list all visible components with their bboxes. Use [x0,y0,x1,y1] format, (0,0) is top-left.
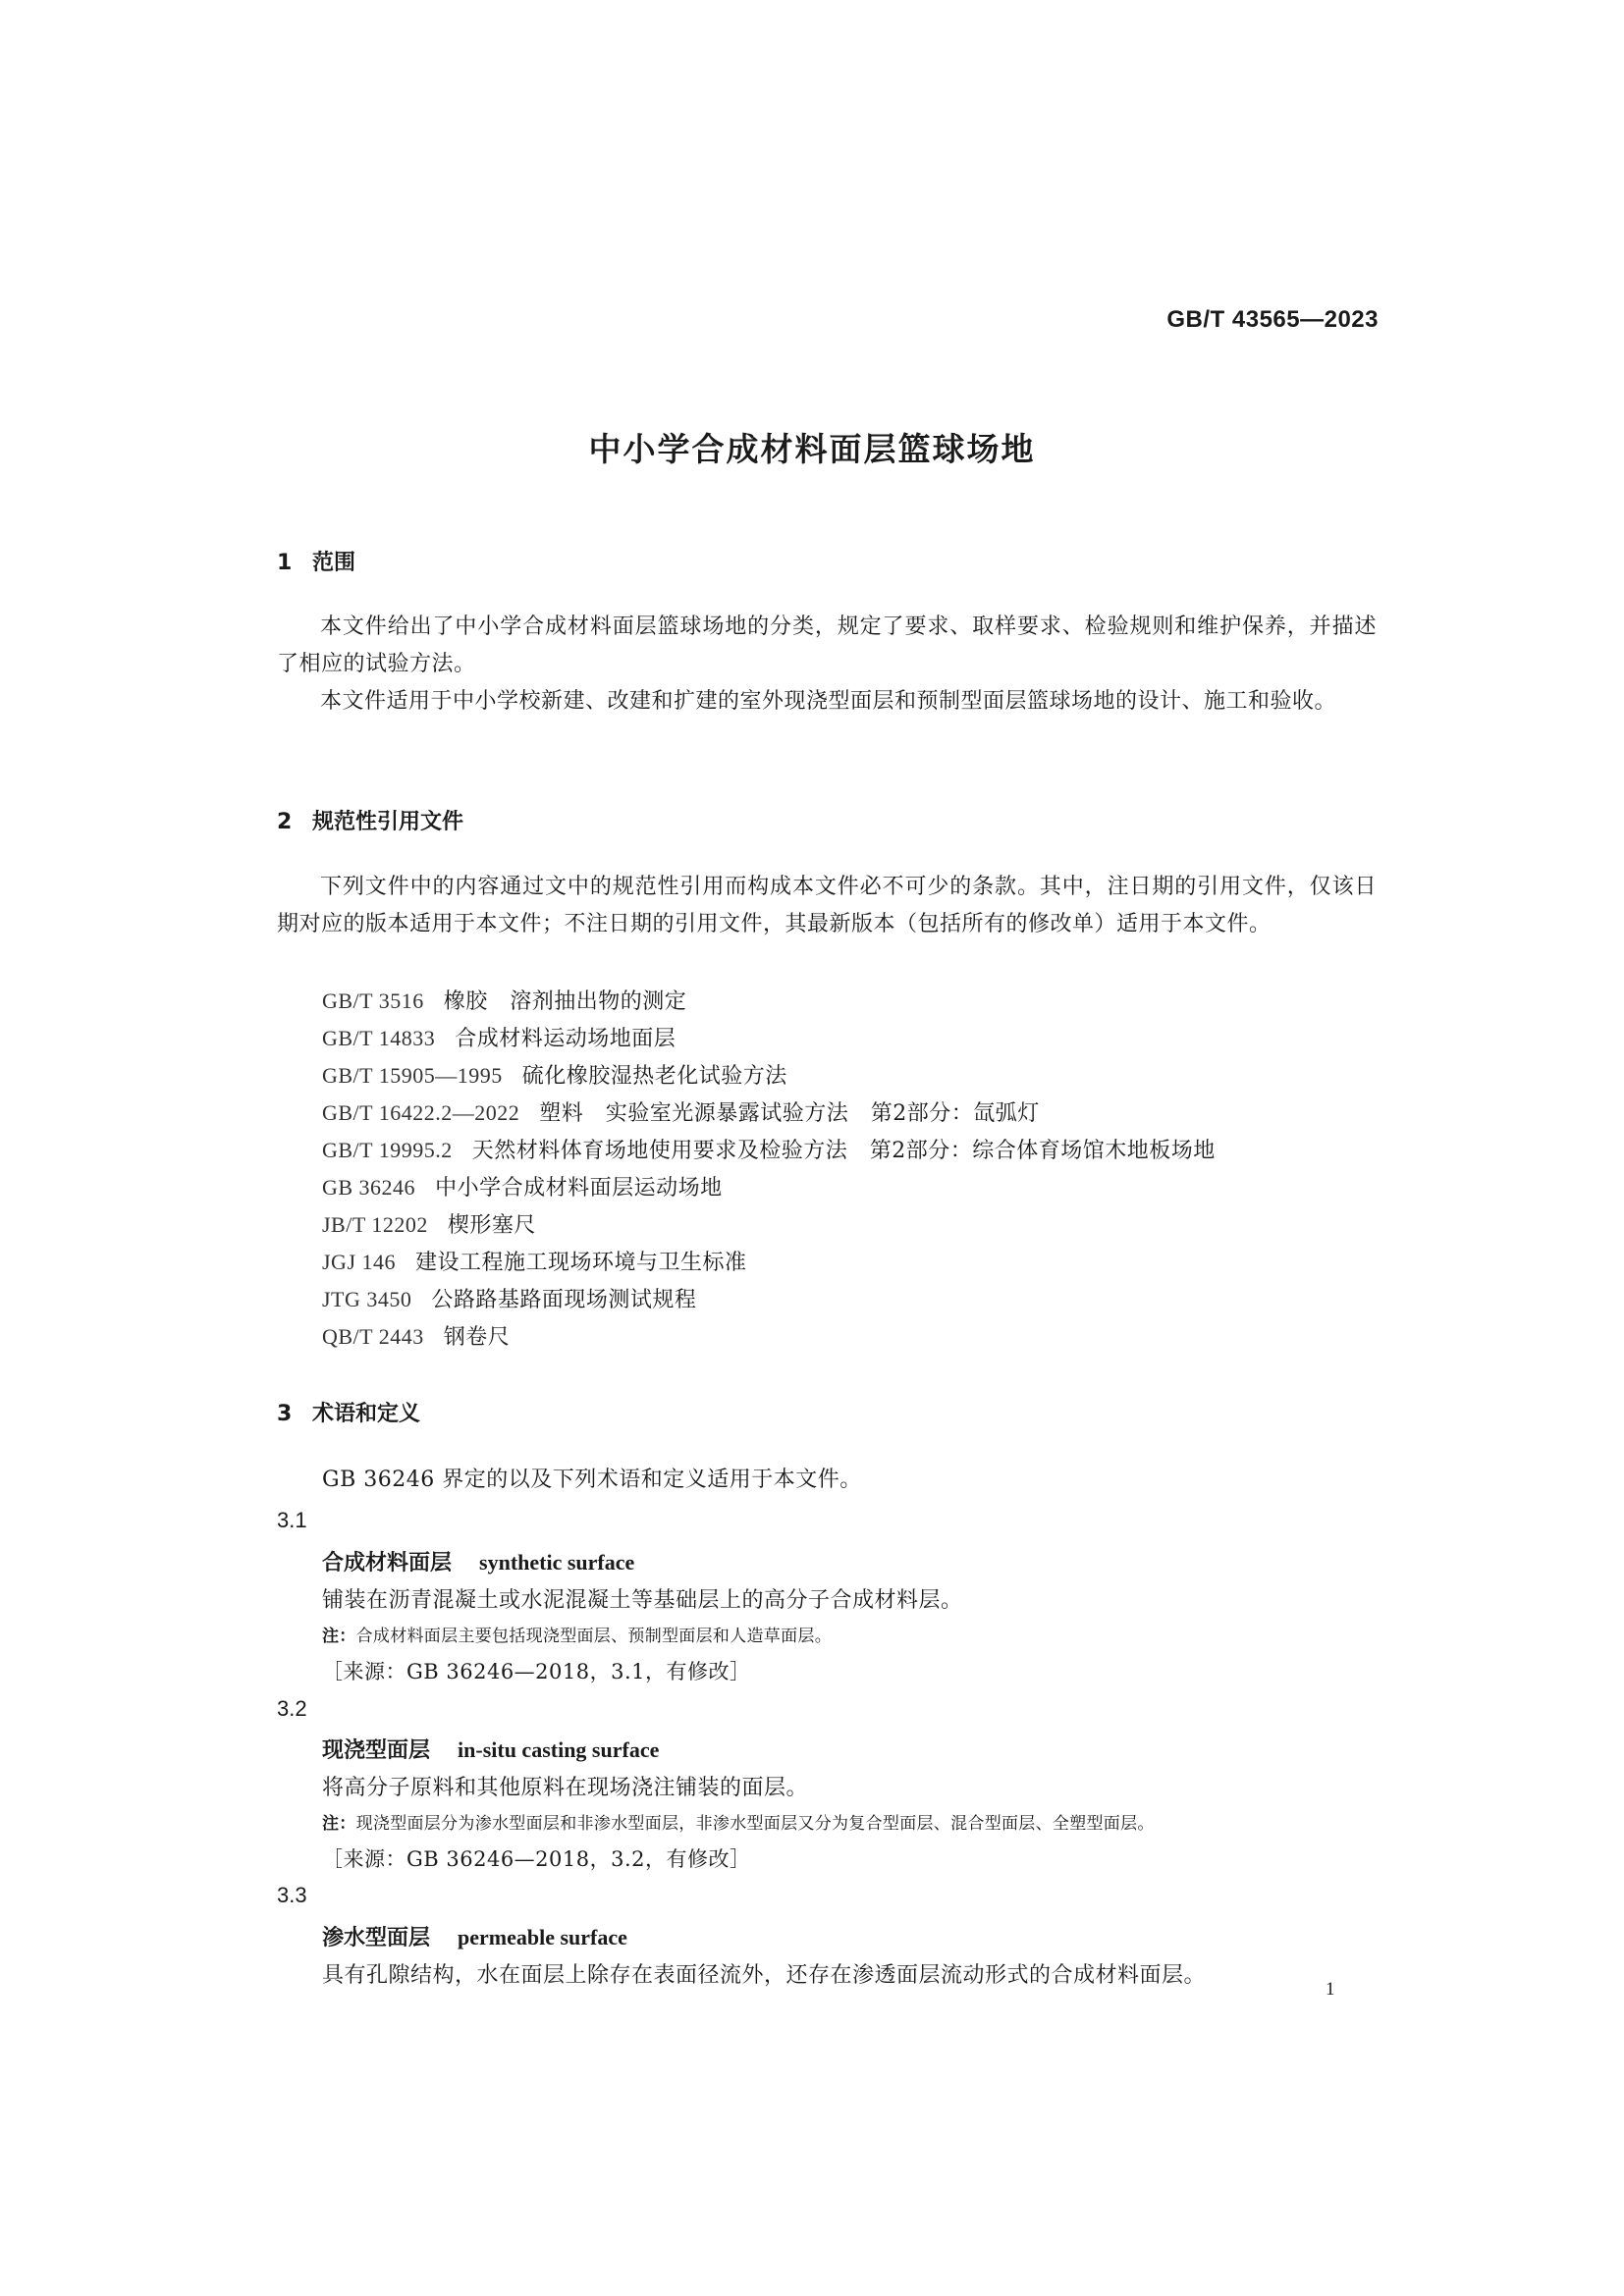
term-definition: 铺装在沥青混凝土或水泥混凝土等基础层上的高分子合成材料层。 [322,1588,963,1613]
reference-item [322,1320,510,1351]
section-number: 3 [277,1402,293,1426]
term-note [322,1809,1155,1834]
term-name-cn: 现浇型面层 [322,1738,431,1763]
reference-item [322,985,686,1015]
section-3-intro: GB 36246 界定的以及下列术语和定义适用于本文件。 [322,1468,862,1492]
term-note [322,1622,832,1646]
term-name-cn: 渗水型面层 [322,1926,431,1950]
section-title: 范围 [312,551,356,575]
reference-code: GB/T 14833 [322,1026,436,1050]
section-1-heading [277,546,355,576]
reference-name: 天然材料体育场地使用要求及检验方法 第2部分：综合体育场馆木地板场地 [471,1139,1216,1163]
term-name [322,1734,659,1764]
reference-code: JB/T 12202 [322,1212,428,1237]
reference-name: 公路路基路面现场测试规程 [431,1288,697,1312]
term-source: ［来源：GB 36246—2018，3.1，有修改］ [322,1660,751,1683]
reference-item [322,1134,1216,1164]
reference-item [322,1171,723,1201]
section-number: 1 [277,551,293,575]
term-name [322,1921,627,1951]
reference-name: 楔形塞尺 [447,1213,536,1238]
reference-code: GB/T 3516 [322,988,424,1013]
note-text: 合成材料面层主要包括现浇型面层、预制型面层和人造草面层。 [355,1627,833,1646]
reference-item [322,1096,1040,1127]
reference-code: GB 36246 [322,1175,416,1200]
term-name-en: in-situ casting surface [458,1737,660,1762]
reference-name: 合成材料运动场地面层 [455,1027,677,1051]
page-number: 1 [1326,1979,1335,2000]
section-3-heading [277,1397,420,1427]
section-2-heading [277,805,463,835]
reference-code: QB/T 2443 [322,1324,424,1349]
term-definition: 将高分子原料和其他原料在现场浇注铺装的面层。 [322,1776,809,1800]
reference-item [322,1283,696,1313]
term-name-cn: 合成材料面层 [322,1551,453,1575]
reference-name: 塑料 实验室光源暴露试验方法 第2部分：氙弧灯 [539,1101,1040,1126]
term-name-en: synthetic surface [479,1550,635,1575]
reference-name: 建设工程施工现场环境与卫生标准 [415,1251,747,1275]
reference-code: GB/T 19995.2 [322,1138,453,1162]
section-2-intro: 下列文件中的内容通过文中的规范性引用而构成本文件必不可少的条款。其中，注日期的引用文件，仅该日期对应的版本适用于本文件；不注日期的引用文件，其最新版本（包括所有的修改单）适用于本文件。 [277,875,1377,936]
section-title: 规范性引用文件 [312,810,464,834]
term-name-en: permeable surface [458,1925,627,1949]
section-title: 术语和定义 [312,1402,421,1426]
note-label: 注： [322,1627,356,1646]
term-number: 3.3 [277,1883,307,1907]
term-number: 3.2 [277,1696,307,1721]
term-name [322,1546,634,1576]
term-number: 3.1 [277,1508,307,1532]
reference-code: JTG 3450 [322,1287,412,1311]
note-label: 注： [322,1814,356,1834]
reference-item [322,1208,536,1239]
reference-name: 橡胶 溶剂抽出物的测定 [443,989,687,1014]
reference-item [322,1246,747,1276]
document-title: 中小学合成材料面层篮球场地 [588,430,1036,468]
reference-item [322,1059,787,1090]
reference-name: 钢卷尺 [443,1325,511,1350]
reference-code: GB/T 15905—1995 [322,1063,503,1088]
section-number: 2 [277,810,293,834]
note-text: 现浇型面层分为渗水型面层和非渗水型面层，非渗水型面层又分为复合型面层、混合型面层、全塑型面层。 [355,1814,1155,1834]
term-source: ［来源：GB 36246—2018，3.2，有修改］ [322,1847,751,1871]
standard-code: GB/T 43565—2023 [1166,306,1379,333]
section-1-paragraph-2: 本文件适用于中小学校新建、改建和扩建的室外现浇型面层和预制型面层篮球场地的设计、施工和验收。 [320,689,1337,714]
reference-code: GB/T 16422.2—2022 [322,1100,520,1125]
reference-name: 硫化橡胶湿热老化试验方法 [521,1064,787,1089]
section-1-paragraph-1: 本文件给出了中小学合成材料面层篮球场地的分类，规定了要求、取样要求、检验规则和维护保养，并描述了相应的试验方法。 [277,614,1377,676]
reference-name: 中小学合成材料面层运动场地 [435,1176,723,1201]
reference-item [322,1022,676,1052]
term-definition: 具有孔隙结构，水在面层上除存在表面径流外，还存在渗透面层流动形式的合成材料面层。 [322,1963,1207,1988]
reference-code: JGJ 146 [322,1250,397,1274]
